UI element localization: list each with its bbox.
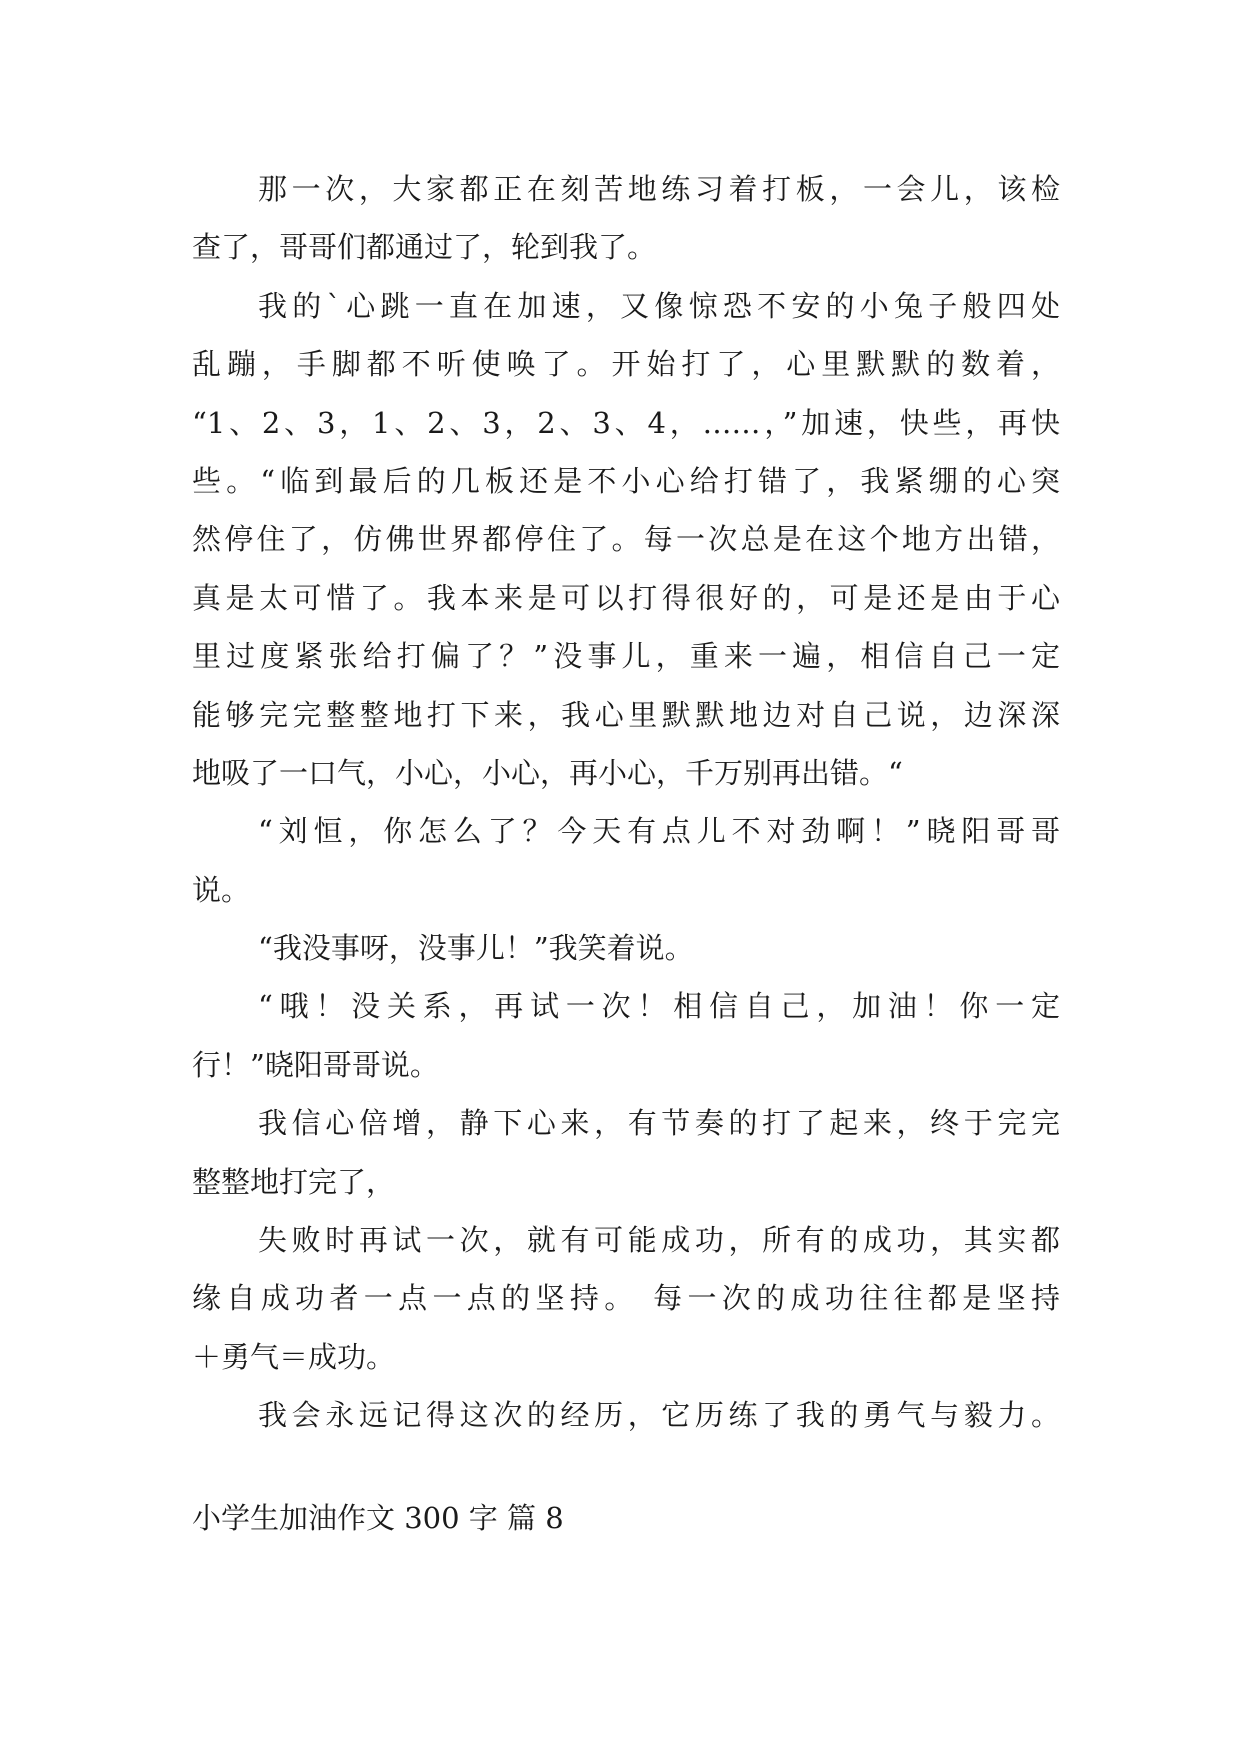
section-heading: 小学生加油作文 300 字 篇 8 [192,1501,564,1535]
text-line: “1、2、3，1、2、3，2、3、4，……，”加速，快些，再快 [192,405,1060,440]
text-line: 那一次，大家都正在刻苦地练习着打板，一会儿，该检 [258,172,1060,206]
text-line: 我会永远记得这次的经历，它历练了我的勇气与毅力。 [258,1398,1060,1433]
text-line: 些。“临到最后的几板还是不小心给打错了，我紧绷的心突 [192,463,1060,498]
text-line: 失败时再试一次，就有可能成功，所有的成功，其实都 [258,1223,1060,1258]
text-line: “哦！没关系，再试一次！相信自己，加油！你一定 [258,989,1060,1024]
essay-body [192,160,1060,1445]
text-line: 行！”晓阳哥哥说。 [192,1047,439,1082]
text-line: 缘自成功者一点一点的坚持。 每一次的成功往往都是坚持 [192,1281,1060,1316]
text-line: 我的`心跳一直在加速，又像惊恐不安的小兔子般四处 [258,288,1060,323]
text-line: 真是太可惜了。我本来是可以打得很好的，可是还是由于心 [192,580,1060,615]
text-line: 然停住了，仿佛世界都停住了。每一次总是在这个地方出错， [192,522,1060,557]
text-line: ＋勇气＝成功。 [192,1339,396,1374]
text-line: 查了，哥哥们都通过了，轮到我了。 [192,230,657,265]
text-line: 地吸了一口气，小心，小心，再小心，千万别再出错。“ [192,755,903,790]
text-line: 里过度紧张给打偏了？”没事儿，重来一遍，相信自己一定 [192,639,1060,674]
text-line: 乱蹦，手脚都不听使唤了。开始打了，心里默默的数着， [192,347,1060,382]
text-line: 整整地打完了， [192,1164,396,1199]
text-line: 能够完完整整地打下来，我心里默默地边对自己说，边深深 [192,697,1060,732]
text-line: “刘恒，你怎么了？今天有点儿不对劲啊！”晓阳哥哥 [258,814,1060,849]
text-line: 我信心倍增，静下心来，有节奏的打了起来，终于完完 [258,1106,1060,1141]
text-line: 说。 [192,872,251,907]
text-line: “我没事呀，没事儿！”我笑着说。 [258,931,694,966]
